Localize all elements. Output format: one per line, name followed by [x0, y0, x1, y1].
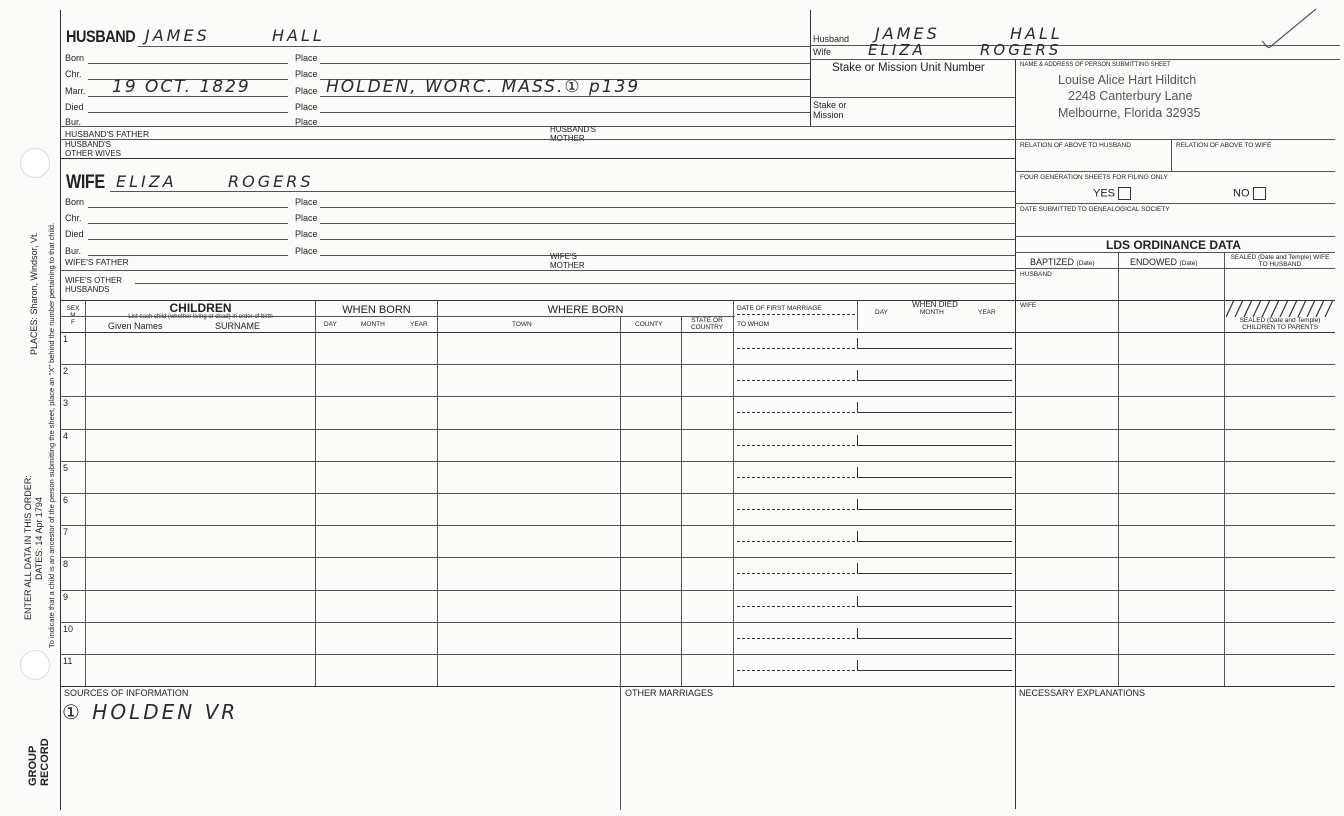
topright-husband-surname: HALL: [1010, 24, 1063, 43]
husband-born-place-label: Place: [295, 53, 318, 63]
husband-died-place-label: Place: [295, 102, 318, 112]
relation-wife-label: RELATION OF ABOVE TO WIFE: [1176, 142, 1272, 149]
child-row-number: 1: [63, 334, 69, 344]
died-month-label: MONTH: [920, 309, 944, 316]
first-marriage-dash: [737, 573, 855, 574]
when-died-label: WHEN DIED: [912, 300, 958, 309]
child-row-number: 3: [63, 398, 69, 409]
child-row-number: 2: [63, 366, 69, 377]
died-day-label: DAY: [875, 309, 888, 316]
child-row-divider: [60, 461, 1335, 462]
topright-husband-label: Husband: [813, 34, 850, 44]
margin-record: RECORD: [39, 738, 51, 786]
first-marriage-dash: [737, 477, 855, 478]
child-row-divider: [60, 493, 1335, 494]
child-row-divider: [60, 622, 1335, 623]
born-day-label: DAY: [324, 321, 337, 328]
sources-label: SOURCES OF INFORMATION: [64, 688, 189, 698]
first-marriage-dash: [737, 412, 855, 413]
county-label: COUNTY: [635, 321, 663, 328]
other-marriages-label: OTHER MARRIAGES: [625, 688, 714, 698]
left-border: [60, 10, 61, 810]
husband-marr-place-label: Place: [295, 86, 318, 96]
wife-bur-label: Bur.: [65, 246, 82, 256]
child-row-divider: [60, 525, 1335, 526]
date-submitted-label: DATE SUBMITTED TO GENEALOGICAL SOCIETY: [1020, 206, 1170, 213]
margin-enter: ENTER ALL DATA IN THIS ORDER:: [23, 475, 33, 620]
children-title: CHILDREN: [169, 301, 232, 315]
child-row-number: 4: [63, 430, 69, 441]
husband-bur-label: Bur.: [65, 117, 82, 127]
first-marriage-dash: [737, 509, 855, 510]
first-marriage-dash: [737, 606, 855, 607]
child-row-number: 6: [63, 495, 69, 505]
born-year-label: YEAR: [410, 321, 428, 328]
child-row-number: 5: [63, 462, 69, 473]
first-marriage-dash: [737, 638, 855, 639]
wife-chr-label: Chr.: [65, 213, 82, 223]
town-label: TOWN: [512, 321, 532, 328]
wife-chr-place-label: Place: [295, 213, 318, 223]
lds-sealed-children: SEALED (Date and Temple) CHILDREN TO PARENTS: [1239, 317, 1321, 331]
child-row-divider: [60, 364, 1335, 365]
husbands-mother-label: HUSBAND'S MOTHER: [550, 125, 596, 143]
margin-group: GROUP: [27, 745, 39, 786]
child-row-divider: [60, 396, 1335, 397]
stake-or-label: Stake or: [813, 100, 847, 110]
husband-marr-label: Marr.: [65, 86, 86, 96]
wife-given: ELIZA: [116, 172, 177, 191]
child-row-divider: [60, 429, 1335, 430]
wifes-other-husbands-label: WIFE'S OTHER HUSBANDS: [65, 276, 123, 294]
wife-died-place-label: Place: [295, 229, 318, 239]
lds-sealed-wife: SEALED (Date and Temple) WIFE TO HUSBAND: [1230, 254, 1330, 268]
margin-places: PLACES: Sharon, Windsor, Vt.: [29, 231, 39, 355]
first-marriage-dash: [737, 670, 855, 671]
wifes-father-label: WIFE'S FATHER: [65, 257, 129, 267]
lds-husband-label: HUSBAND: [1020, 271, 1052, 278]
margin-dates: DATES: 14 Apr 1794: [34, 497, 44, 580]
husband-given: JAMES: [145, 26, 210, 45]
husband-surname: HALL: [272, 26, 325, 45]
wife-born-label: Born: [65, 197, 85, 207]
mission-label: Mission: [813, 110, 844, 120]
submitter-name: Louise Alice Hart Hilditch: [1058, 73, 1197, 87]
stake-unit-label: Stake or Mission Unit Number: [832, 62, 985, 74]
punch-hole: [20, 650, 50, 680]
topright-wife-given: ELIZA: [868, 41, 926, 59]
child-row-divider: [60, 590, 1335, 591]
submitter-street: 2248 Canterbury Lane: [1068, 89, 1193, 103]
child-row-number: 7: [63, 527, 69, 538]
marriage-place: HOLDEN, WORC. MASS.① p139: [326, 77, 641, 97]
lds-baptized: BAPTIZED (Date): [1030, 257, 1095, 267]
to-whom-label: TO WHOM: [737, 321, 770, 328]
children-instr: List each child (whether living or dead) in order of birth: [128, 314, 273, 320]
four-gen-no[interactable]: NO: [1233, 187, 1266, 200]
wife-born-place-label: Place: [295, 197, 318, 207]
first-marriage-dash: [737, 380, 855, 381]
topright-wife-surname: ROGERS: [980, 41, 1062, 59]
husband-chr-place-label: Place: [295, 69, 318, 79]
hatch-pattern: [1226, 300, 1334, 317]
husband-label: HUSBAND: [66, 27, 136, 46]
child-row-number: 8: [63, 559, 69, 570]
explanations-label: NECESSARY EXPLANATIONS: [1019, 688, 1146, 698]
submitter-city: Melbourne, Florida 32935: [1058, 106, 1201, 120]
wife-died-label: Died: [65, 229, 84, 239]
husband-chr-label: Chr.: [65, 69, 82, 79]
when-born-label: WHEN BORN: [342, 304, 411, 316]
wife-surname: ROGERS: [228, 172, 314, 191]
born-month-label: MONTH: [361, 321, 385, 328]
wife-bur-place-label: Place: [295, 246, 318, 256]
wifes-mother-label: WIFE'S MOTHER: [550, 252, 585, 270]
first-marriage-label: DATE OF FIRST MARRIAGE: [737, 305, 822, 312]
children-given-label: Given Names: [108, 321, 163, 331]
died-year-label: YEAR: [978, 309, 996, 316]
husband-born-label: Born: [65, 53, 85, 63]
sex-label: SEX M F: [66, 305, 80, 326]
submitter-label: NAME & ADDRESS OF PERSON SUBMITTING SHEET: [1020, 62, 1171, 68]
children-surname-label: SURNAME: [215, 321, 261, 331]
first-marriage-dash: [737, 541, 855, 542]
husbands-other-wives-label: HUSBAND'S OTHER WIVES: [65, 140, 122, 158]
marriage-date: 19 OCT. 1829: [112, 77, 251, 97]
lds-endowed: ENDOWED (Date): [1130, 257, 1198, 267]
child-row-divider: [60, 557, 1335, 558]
margin-indicate: To indicate that a child is an ancestor of the person submitting the sheet, place an "X" behind the number pertaining to that child.: [47, 222, 56, 648]
four-gen-yes[interactable]: YES: [1093, 187, 1131, 200]
topright-wife-label: Wife: [813, 47, 831, 57]
state-label: STATE OR COUNTRY: [690, 317, 724, 331]
husband-died-label: Died: [65, 102, 84, 112]
first-marriage-dash: [737, 348, 855, 349]
topright-husband-given: JAMES: [875, 24, 940, 43]
lds-wife-label: WIFE: [1020, 302, 1037, 309]
child-row-divider: [60, 654, 1335, 655]
lds-title: LDS ORDINANCE DATA: [1106, 238, 1241, 252]
punch-hole: [20, 148, 50, 178]
checkmark-icon: [1260, 5, 1320, 50]
where-born-label: WHERE BORN: [547, 304, 624, 316]
husbands-father-label: HUSBAND'S FATHER: [65, 129, 150, 139]
child-row-number: 10: [63, 623, 74, 634]
husband-bur-place-label: Place: [295, 117, 318, 127]
sources-value: ① HOLDEN VR: [62, 700, 239, 724]
four-gen-label: FOUR GENERATION SHEETS FOR FILING ONLY: [1020, 174, 1168, 181]
child-row-number: 11: [63, 656, 73, 666]
child-row-number: 9: [63, 591, 69, 602]
first-marriage-dash: [737, 445, 855, 446]
relation-husband-label: RELATION OF ABOVE TO HUSBAND: [1020, 142, 1131, 149]
wife-label: WIFE: [66, 172, 105, 193]
